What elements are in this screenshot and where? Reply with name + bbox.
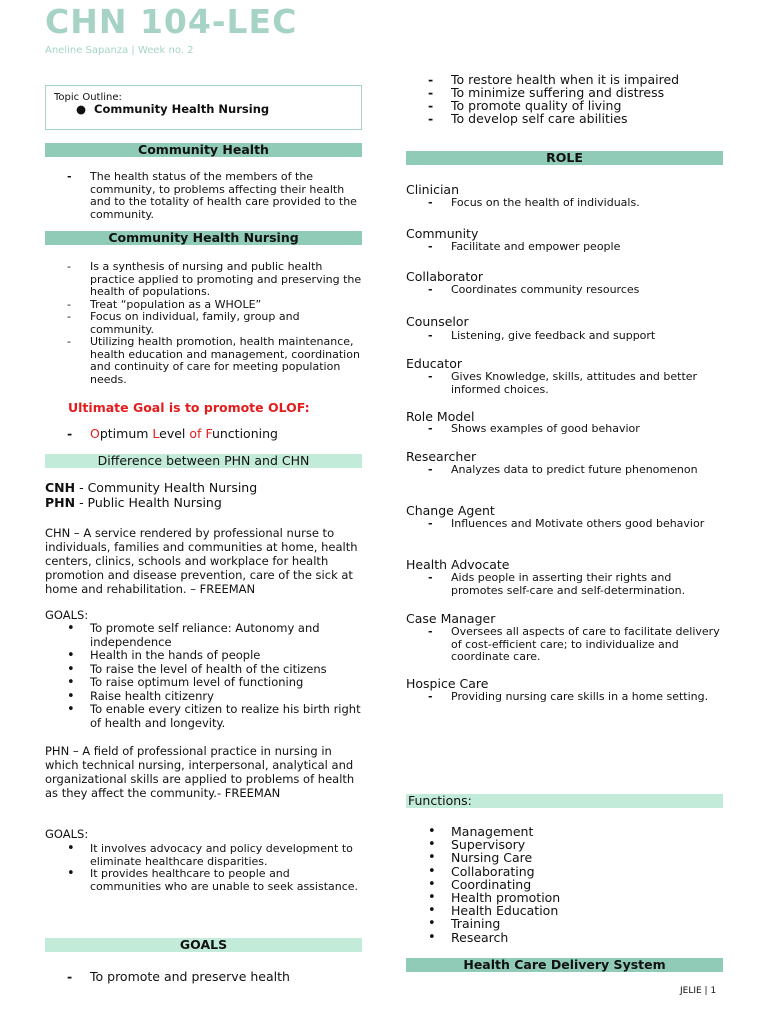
role-name-health-advocate: Health Advocate (406, 557, 510, 572)
cnh-definition-line: CNH - Community Health Nursing (45, 480, 258, 495)
olof-item: - Optimum Level of Functioning (45, 427, 362, 441)
role-name-clinician: Clinician (406, 182, 459, 197)
goals-heading: GOALS (45, 938, 362, 952)
topic-outline-box (45, 85, 362, 130)
phn-definition-line: PHN - Public Health Nursing (45, 495, 222, 510)
list-item: • Health Education (406, 904, 723, 917)
list-item: • It involves advocacy and policy development to eliminate healthcare disparities. (45, 843, 362, 868)
role-heading: ROLE (406, 151, 723, 165)
list-item: • To raise optimum level of functioning (45, 676, 362, 690)
difference-heading: Difference between PHN and CHN (45, 454, 362, 468)
role-name-collaborator: Collaborator (406, 269, 484, 284)
role-desc-researcher: - Analyzes data to predict future phenomenon (406, 464, 723, 477)
list-item: • Health in the hands of people (45, 649, 362, 663)
role-name-hospice-care: Hospice Care (406, 676, 489, 691)
functions-list (406, 825, 723, 944)
chn-goals-list (45, 622, 362, 730)
role-desc-collaborator: - Coordinates community resources (406, 284, 723, 297)
bullet-icon: ● (76, 102, 87, 116)
document-subtitle: Aneline Sapanza | Week no. 2 (45, 45, 194, 56)
list-item: - Utilizing health promotion, health maintenance, health education and management, coordination and continuity of care for meeting population needs. (45, 336, 362, 386)
olof-list (45, 427, 362, 441)
list-item: • Health promotion (406, 891, 723, 904)
list-item: • Training (406, 917, 723, 930)
role-desc-hospice-care: - Providing nursing care skills in a home setting. (406, 691, 723, 704)
list-item: - Is a synthesis of nursing and public health practice applied to promoting and preserving the health of populations. (45, 261, 362, 299)
role-desc-counselor: - Listening, give feedback and support (406, 330, 723, 343)
list-item: - The health status of the members of the community, to problems affecting their health and to the totality of health care provided to the community. (45, 171, 362, 221)
community-health-list (45, 171, 362, 221)
topic-outline-item (76, 102, 269, 116)
role-desc-role-model: - Shows examples of good behavior (406, 423, 723, 436)
functions-heading: Functions: (406, 794, 723, 808)
goals-continued-list (406, 73, 723, 125)
role-desc-community: - Facilitate and empower people (406, 241, 723, 254)
list-item: • To raise the level of health of the citizens (45, 663, 362, 677)
topic-outline-item-text: Community Health Nursing (94, 102, 270, 116)
list-item: - To promote quality of living (406, 99, 723, 112)
list-item: • Supervisory (406, 838, 723, 851)
page-footer: JELIE | 1 (680, 986, 717, 996)
list-item: • Collaborating (406, 865, 723, 878)
role-desc-educator: - Gives Knowledge, skills, attitudes and better informed choices. (406, 371, 723, 396)
role-desc-health-advocate: - Aids people in asserting their rights and promotes self-care and self-determination. (406, 572, 723, 597)
list-item: • Research (406, 931, 723, 944)
phn-goals-list (45, 843, 362, 893)
document-title: CHN 104-LEC (45, 2, 298, 41)
role-name-case-manager: Case Manager (406, 611, 496, 626)
list-item: - To restore health when it is impaired (406, 73, 723, 86)
chn-goals-label: GOALS: (45, 608, 89, 622)
phn-goals-label: GOALS: (45, 827, 89, 841)
list-item: - To promote and preserve health (45, 970, 362, 984)
health-care-delivery-heading: Health Care Delivery System (406, 958, 723, 972)
list-item: - To develop self care abilities (406, 112, 723, 125)
list-item: • Nursing Care (406, 851, 723, 864)
list-item: • Raise health citizenry (45, 690, 362, 704)
role-name-community: Community (406, 226, 479, 241)
role-name-change-agent: Change Agent (406, 503, 495, 518)
role-name-researcher: Researcher (406, 449, 477, 464)
role-desc-clinician: - Focus on the health of individuals. (406, 197, 723, 210)
list-item: • Coordinating (406, 878, 723, 891)
ultimate-goal-title: Ultimate Goal is to promote OLOF: (68, 400, 310, 415)
chn-heading: Community Health Nursing (45, 231, 362, 245)
community-health-heading: Community Health (45, 143, 362, 157)
topic-outline-label: Topic Outline: (54, 92, 122, 103)
list-item: - Treat “population as a WHOLE” (45, 299, 362, 312)
list-item: • Management (406, 825, 723, 838)
list-item: • To promote self reliance: Autonomy and independence (45, 622, 362, 649)
role-name-counselor: Counselor (406, 314, 469, 329)
list-item: • It provides healthcare to people and communities who are unable to seek assistance. (45, 868, 362, 893)
role-desc-case-manager: - Oversees all aspects of care to facilitate delivery of cost-efficient care; to individualize and coordinate care. (406, 626, 723, 664)
list-item: - Focus on individual, family, group and community. (45, 311, 362, 336)
list-item: - To minimize suffering and distress (406, 86, 723, 99)
chn-list (45, 261, 362, 386)
role-name-educator: Educator (406, 356, 462, 371)
chn-definition-paragraph: CHN – A service rendered by professional nurse to individuals, families and communities at home, health centers, clinics, schools and workplace for health promotion and disease prevention, care of the sick at home and rehabilitation. – FREEMAN (45, 526, 358, 596)
list-item: • To enable every citizen to realize his birth right of health and longevity. (45, 703, 362, 730)
phn-definition-paragraph: PHN – A field of professional practice in nursing in which technical nursing, interpersonal, analytical and organizational skills are applied to problems of health as they affect the community.- FREEMAN (45, 744, 355, 800)
role-desc-change-agent: - Influences and Motivate others good behavior (406, 518, 723, 531)
role-name-role-model: Role Model (406, 409, 475, 424)
goals-list (45, 970, 362, 984)
